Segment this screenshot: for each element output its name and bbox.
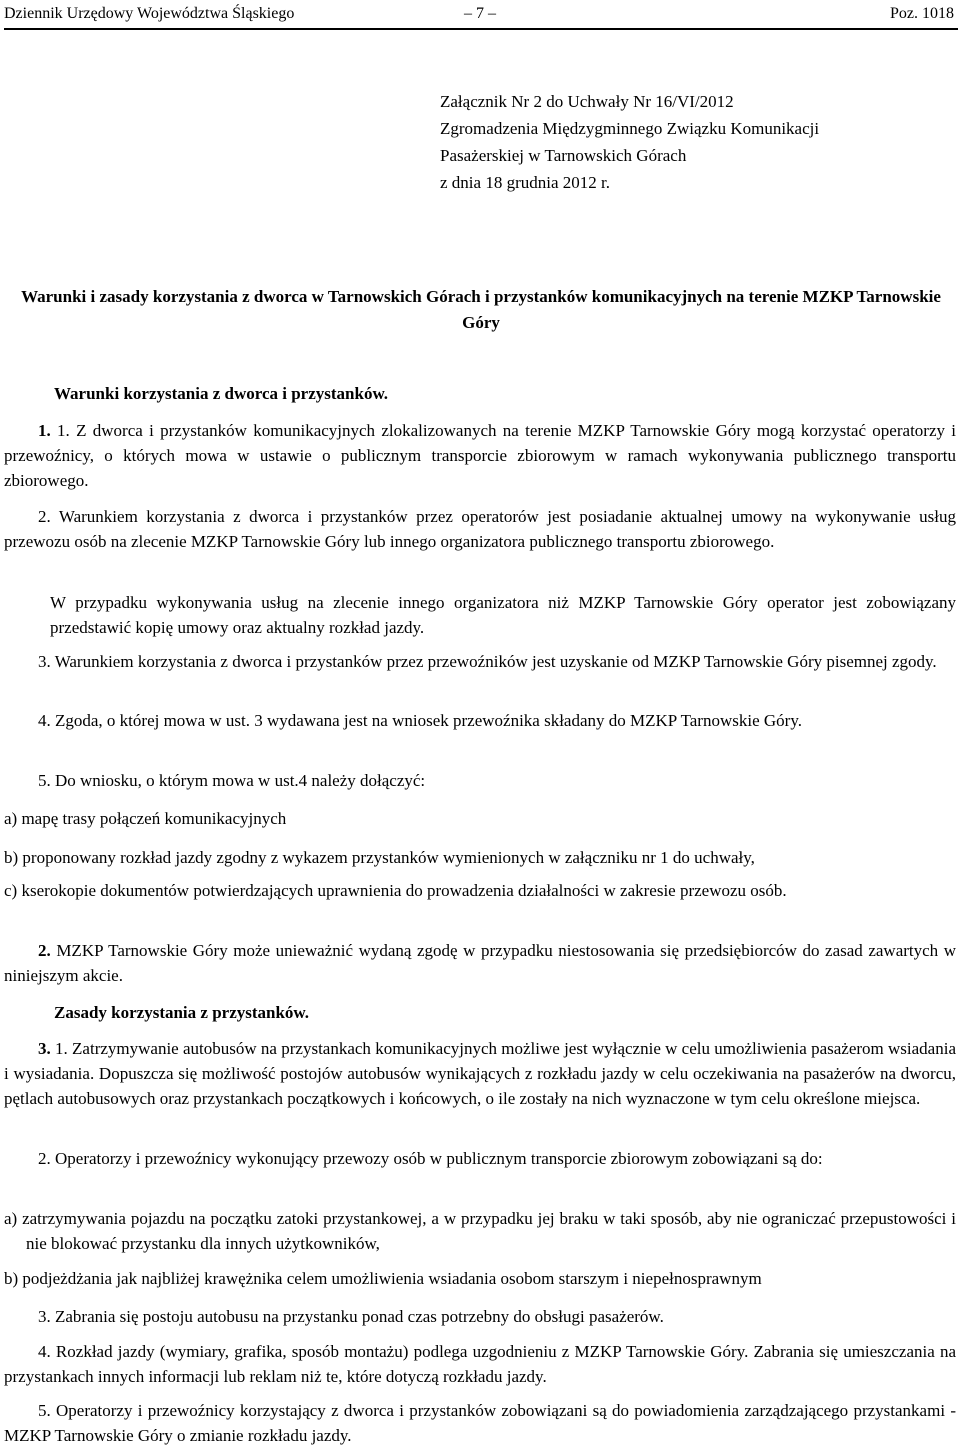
paragraph-3-number: 3. — [38, 1039, 51, 1058]
section-heading-1: Warunki korzystania z dworca i przystanków. — [54, 384, 389, 403]
list-item-b: b) proponowany rozkład jazdy zgodny z wykazem przystanków wymienionych w załączniku nr 1 do uchwały, — [4, 848, 755, 867]
list2-item-a: a) zatrzymywania pojazdu na początku zatoki przystankowej, a w przypadku jej braku w taki sposób, aby nie ograniczać przepustowości i nie blokować przystanku dla innych użytkowników, — [4, 1209, 956, 1253]
attachment-block — [440, 88, 819, 196]
list2-item-b: b) podjeżdżania jak najbliżej krawężnika celem umożliwienia wsiadania osobom starszym i niepełnosprawnym — [4, 1269, 762, 1288]
attachment-line-1: Załącznik Nr 2 do Uchwały Nr 16/VI/2012 — [440, 92, 734, 111]
paragraph-3-2: 2. Operatorzy i przewoźnicy wykonujący przewozy osób w publicznym transporcie zbiorowym zobowiązani są do: — [38, 1149, 823, 1168]
paragraph-3-3: 3. Zabrania się postoju autobusu na przystanku ponad czas potrzebny do obsługi pasażerów. — [38, 1307, 664, 1326]
paragraph-1-text: Z dworca i przystanków komunikacyjnych zlokalizowanych na terenie MZKP Tarnowskie Góry mogą korzystać operatorzy i przewoźnicy, o których mowa w ustawie o publicznym transporcie zbiorowym w ramach wykonywania publicznego transportu zbiorowego. — [4, 421, 957, 490]
attachment-line-3: Pasażerskiej w Tarnowskich Górach — [440, 146, 687, 165]
paragraph-1-2: 2. Warunkiem korzystania z dworca i przystanków przez operatorów jest posiadanie aktualnej umowy na wykonywanie usług przewozu osób na zlecenie MZKP Tarnowskie Góry lub innego organizatora publicznego transportu zbiorowego. — [4, 507, 956, 551]
paragraph-3 — [4, 1036, 956, 1111]
paragraph-1-3: 3. Warunkiem korzystania z dworca i przystanków przez przewoźników jest uzyskanie od MZKP Tarnowskie Góry pisemnej zgody. — [38, 652, 937, 671]
section-heading-2: Zasady korzystania z przystanków. — [54, 1003, 310, 1022]
paragraph-3-5: 5. Operatorzy i przewoźnicy korzystający z dworca i przystanków zobowiązani są do powiadomienia zarządzającego przystankami - MZKP Tarnowskie Góry o zmianie rozkładu jazdy. — [4, 1401, 956, 1445]
paragraph-1 — [4, 418, 956, 493]
paragraph-1-note: W przypadku wykonywania usług na zlecenie innego organizatora niż MZKP Tarnowskie Góry operator jest zobowiązany przedstawić kopię umowy oraz aktualny rozkład jazdy. — [50, 593, 956, 637]
journal-name: Dziennik Urzędowy Województwa Śląskiego — [4, 5, 295, 22]
paragraph-3-4: 4. Rozkład jazdy (wymiary, grafika, sposób montażu) podlega uzgodnieniu z MZKP Tarnowskie Góry. Zabrania się umieszczania na przystankach innych informacji lub reklam niż te, które dotyczą rozkładu jazdy. — [4, 1342, 956, 1386]
header-divider — [4, 28, 958, 30]
paragraph-1-subnumber: 1. — [57, 421, 70, 440]
paragraph-1-number: 1. — [38, 421, 51, 440]
paragraph-1-4: 4. Zgoda, o której mowa w ust. 3 wydawana jest na wniosek przewoźnika składany do MZKP Tarnowskie Góry. — [38, 711, 802, 730]
paragraph-2-text: MZKP Tarnowskie Góry może unieważnić wydaną zgodę w przypadku niestosowania się przedsiębiorców do zasad zawartych w niniejszym akcie. — [4, 941, 957, 985]
page-number: – 7 – — [464, 5, 496, 22]
document-title: Warunki i zasady korzystania z dworca w Tarnowskich Górach i przystanków komunikacyjnych na terenie MZKP Tarnowskie Góry — [21, 287, 941, 332]
page-header — [4, 4, 956, 26]
list-item-a: a) mapę trasy połączeń komunikacyjnych — [4, 809, 287, 828]
paragraph-2-number: 2. — [38, 941, 51, 960]
list-item-c: c) kserokopie dokumentów potwierdzających uprawnienia do prowadzenia działalności w zakresie przewozu osób. — [4, 881, 787, 900]
paragraph-3-text: 1. Zatrzymywanie autobusów na przystankach komunikacyjnych możliwe jest wyłącznie w celu umożliwienia pasażerom wsiadania i wysiadania. Dopuszcza się możliwość postojów autobusów wynikających z rozkładu jazdy w celu oczekiwania na pasażerów na dworcu, pętlach autobusowych oraz przystankach początkowych i końcowych, o ile zostały na nich wyznaczone w tym celu określone miejsca. — [4, 1039, 956, 1108]
position-number: Poz. 1018 — [890, 5, 954, 22]
attachment-line-4: z dnia 18 grudnia 2012 r. — [440, 173, 610, 192]
paragraph-2 — [4, 938, 956, 988]
paragraph-1-5: 5. Do wniosku, o którym mowa w ust.4 należy dołączyć: — [38, 771, 426, 790]
attachment-line-2: Zgromadzenia Międzygminnego Związku Komunikacji — [440, 119, 820, 138]
